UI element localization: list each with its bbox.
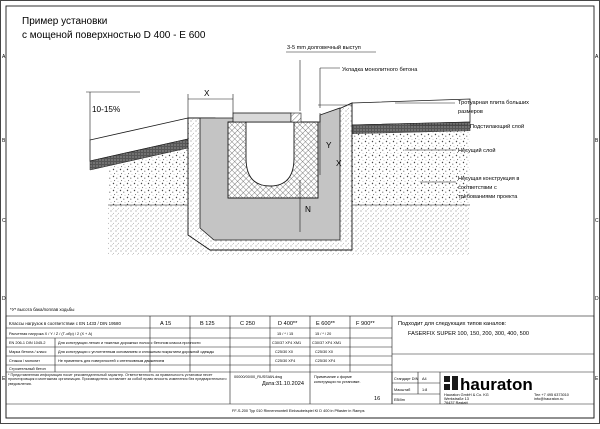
dim-n-label: N — [305, 205, 311, 214]
row4-e: C25/30 XF4 — [315, 359, 336, 363]
standard-label: Стандарт DIN — [394, 377, 419, 381]
company-addr3: 76437 Rastatt — [444, 401, 468, 405]
class-d400: D 400** — [278, 321, 298, 327]
channel-cavity — [246, 122, 294, 186]
dim-x-top-label: X — [204, 89, 210, 98]
row2-e: C30/37 XF4 XM1 — [312, 341, 342, 345]
annotation-structure-2: соответствии с — [458, 185, 497, 191]
standard-value: A4 — [422, 377, 427, 381]
edge-row-d: D — [2, 296, 6, 302]
annotation-joint: 3-5 mm долговечный выступ — [287, 45, 361, 51]
note-2: Для конструкции с уплотненным основанием и сплошным покрытием дорожной одежды — [58, 350, 215, 354]
company-tel: Тел +7 495 6373010 — [534, 393, 569, 397]
drawing-title-line1: Пример установки — [22, 16, 108, 27]
company-mail: info@hauraton.ru — [534, 397, 564, 401]
row3-d: C25/30 X0 — [275, 350, 293, 354]
company-addr1: Hauraton GmbH & Co. KG — [444, 393, 489, 397]
dimension-x-top — [188, 94, 233, 118]
edge-row-e-right: E — [595, 376, 599, 382]
edge-row-a: A — [2, 54, 6, 60]
row1-d: 15 / * / 15 — [277, 332, 294, 336]
note-1: Для конструкции легких и тяжелых дорожных полос с бетоном класса прочности — [58, 341, 201, 345]
annotation-base: Несущий слой — [458, 148, 496, 154]
logo-text: hauraton — [460, 375, 533, 394]
annotation-structure-3: требованиями проекта — [458, 194, 518, 200]
annotation-bedding: Подстилающий слой — [470, 124, 525, 130]
classes-header: Классы нагрузок в соответствии с EN 1433 / DIN 19580 — [9, 321, 121, 326]
drawing-title-line2: с мощеной поверхностью D 400 - E 600 — [22, 30, 206, 41]
scale-value: 1:8 — [422, 388, 428, 392]
row3-e: C25/30 X0 — [315, 350, 333, 354]
row1-label: Расчетная нагрузка X / Y / Z / (Т-обр) / 2 (X + А) — [9, 332, 93, 336]
dim-x-right-label: X — [336, 159, 342, 168]
row1-e: 15 / * / 20 — [315, 332, 332, 336]
edge-row-b-right: B — [595, 138, 599, 144]
applicable-label: Подходит для следующих типов каналов: — [398, 321, 507, 327]
class-b125: B 125 — [200, 321, 215, 327]
edge-row-c-right: C — [595, 218, 599, 224]
date-label: Дата: — [262, 381, 276, 387]
edge-row-a-right: A — [595, 54, 599, 60]
edge-row-c: C — [2, 218, 6, 224]
class-c250: C 250 — [240, 321, 255, 327]
class-e600: E 600** — [316, 321, 335, 327]
drawing-bottom-title: FF-S-200 Typ 010 Rinnenmontell Einbaubeispiel KI D 400 in Pflaster in Ramps — [232, 409, 365, 413]
edge-row-d-right: D — [595, 296, 599, 302]
edge-row-b: B — [2, 138, 6, 144]
class-f900: F 900** — [356, 321, 375, 327]
drawing-file: 00000/00/00_RUSSIAN.dwg — [234, 375, 283, 379]
disclaimer: * Представленная информация носит рекомендательный характер. Ответственность за правильность установки несет проектировщик и монтажная организация. Производитель оставляет за собой право вносить изменения без предварительного уведомления. — [8, 373, 227, 386]
note-label-2: конструкции по установке. — [314, 380, 361, 384]
annotation-paving-2: размеров — [458, 109, 483, 115]
dim-y-label: Y — [326, 141, 332, 150]
left-label-c: Стяжка / монолит — [9, 359, 41, 363]
row4-d: C25/30 XF4 — [275, 359, 296, 363]
annotation-concrete: Укладка монолитного бетона — [342, 67, 418, 73]
hauraton-logo — [444, 375, 533, 394]
row2-d: C30/37 XF4 XM1 — [272, 341, 302, 345]
edition: EB/lim — [394, 398, 405, 402]
annotation-paving-1: Тротуарная плита больших — [458, 100, 529, 106]
note-label-1: Примечание к форме — [314, 375, 352, 379]
left-label-a: EN 206-1 DIN 1045-2 — [9, 341, 46, 345]
applicable-models: FASERFIX SUPER 100, 150, 200, 300, 400, 500 — [408, 331, 529, 337]
scale-label: Масштаб — [394, 388, 411, 392]
company-addr2: Werkstraße 13 — [444, 397, 469, 401]
left-label-d: Строительный бетон — [9, 367, 46, 371]
date-value: 31.10.2024 — [276, 381, 304, 387]
footnote: *У* высота бака/поплав ходьбы — [10, 307, 75, 312]
sheet-number: 16 — [374, 396, 381, 402]
slope-label: 10-15% — [92, 105, 121, 114]
annotation-structure-1: Несущая конструкция в — [458, 176, 520, 182]
disclaimer-box — [8, 373, 228, 404]
class-a15: A 15 — [160, 321, 172, 327]
edge-row-e: E — [2, 376, 6, 382]
note-3: Не применять для поверхностей с интенсивным движением — [58, 359, 165, 363]
grate — [233, 113, 291, 122]
left-label-b: Марка бетона / класс — [9, 350, 47, 354]
